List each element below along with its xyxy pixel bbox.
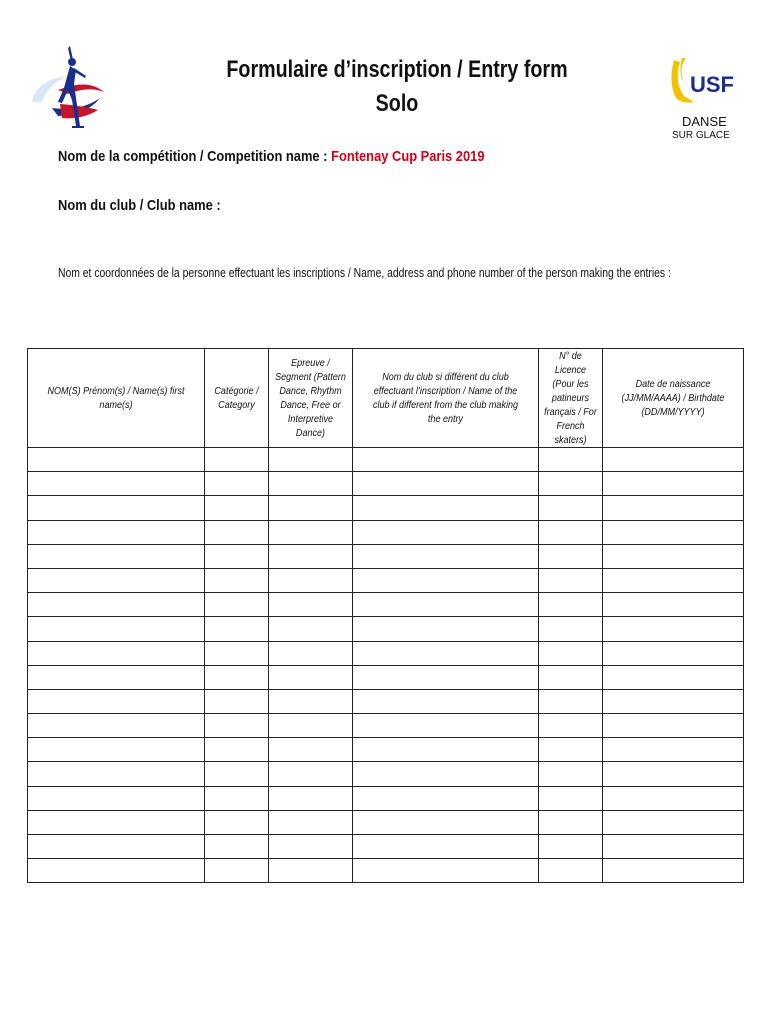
birthdate-cell[interactable] — [603, 859, 744, 883]
name-cell[interactable] — [28, 762, 205, 786]
birthdate-cell[interactable] — [603, 617, 744, 641]
club-cell[interactable] — [353, 641, 539, 665]
table-row — [28, 496, 744, 520]
club-cell[interactable] — [353, 835, 539, 859]
birthdate-cell[interactable] — [603, 762, 744, 786]
birthdate-cell[interactable] — [603, 835, 744, 859]
table-row — [28, 593, 744, 617]
segment-cell[interactable] — [269, 859, 353, 883]
category-cell[interactable] — [205, 472, 269, 496]
name-cell[interactable] — [28, 520, 205, 544]
birthdate-cell[interactable] — [603, 810, 744, 834]
licence-cell[interactable] — [539, 810, 603, 834]
category-cell[interactable] — [205, 689, 269, 713]
licence-cell[interactable] — [539, 859, 603, 883]
licence-cell[interactable] — [539, 786, 603, 810]
name-cell[interactable] — [28, 859, 205, 883]
name-cell[interactable] — [28, 738, 205, 762]
name-cell[interactable] — [28, 617, 205, 641]
table-row — [28, 714, 744, 738]
entry-table — [27, 348, 744, 883]
licence-cell[interactable] — [539, 714, 603, 738]
skater-logo — [28, 40, 108, 135]
segment-cell[interactable] — [269, 738, 353, 762]
category-cell[interactable] — [205, 665, 269, 689]
table-row — [28, 689, 744, 713]
name-cell[interactable] — [28, 496, 205, 520]
svg-text:SUR GLACE: SUR GLACE — [672, 130, 730, 141]
licence-cell[interactable] — [539, 665, 603, 689]
name-cell[interactable] — [28, 689, 205, 713]
category-cell[interactable] — [205, 593, 269, 617]
segment-cell[interactable] — [269, 520, 353, 544]
table-row — [28, 859, 744, 883]
header-licence: N° de Licence (Pour les patineurs français / For French skaters) — [539, 349, 603, 448]
name-cell[interactable] — [28, 810, 205, 834]
category-cell[interactable] — [205, 520, 269, 544]
category-cell[interactable] — [205, 786, 269, 810]
svg-text:USF: USF — [690, 72, 734, 97]
competition-name-value: Fontenay Cup Paris 2019 — [331, 148, 485, 165]
birthdate-cell[interactable] — [603, 568, 744, 592]
club-cell[interactable] — [353, 568, 539, 592]
header-segment: Epreuve / Segment (Pattern Dance, Rhythm Dance, Free or Interpretive Dance) — [269, 349, 353, 448]
segment-cell[interactable] — [269, 665, 353, 689]
club-cell[interactable] — [353, 714, 539, 738]
birthdate-cell[interactable] — [603, 496, 744, 520]
name-cell[interactable] — [28, 593, 205, 617]
category-cell[interactable] — [205, 738, 269, 762]
table-row — [28, 810, 744, 834]
licence-cell[interactable] — [539, 689, 603, 713]
svg-text:DANSE: DANSE — [682, 114, 727, 129]
licence-cell[interactable] — [539, 520, 603, 544]
competition-name-label: Nom de la compétition / Competition name : — [58, 148, 332, 165]
segment-cell[interactable] — [269, 810, 353, 834]
licence-cell[interactable] — [539, 593, 603, 617]
category-cell[interactable] — [205, 496, 269, 520]
person-contact-label: Nom et coordonnées de la personne effectuant les inscriptions / Name, address and phone number of the person making the entries : — [58, 266, 671, 280]
segment-cell[interactable] — [269, 472, 353, 496]
category-cell[interactable] — [205, 762, 269, 786]
segment-cell[interactable] — [269, 544, 353, 568]
name-cell[interactable] — [28, 665, 205, 689]
segment-cell[interactable] — [269, 593, 353, 617]
category-cell[interactable] — [205, 641, 269, 665]
table-row — [28, 448, 744, 472]
birthdate-cell[interactable] — [603, 593, 744, 617]
segment-cell[interactable] — [269, 762, 353, 786]
table-row — [28, 544, 744, 568]
segment-cell[interactable] — [269, 448, 353, 472]
birthdate-cell[interactable] — [603, 738, 744, 762]
table-row — [28, 641, 744, 665]
name-cell[interactable] — [28, 544, 205, 568]
birthdate-cell[interactable] — [603, 665, 744, 689]
form-subtitle: Solo — [375, 90, 419, 117]
segment-cell[interactable] — [269, 835, 353, 859]
club-cell[interactable] — [353, 448, 539, 472]
licence-cell[interactable] — [539, 641, 603, 665]
entry-table-body — [28, 448, 744, 883]
licence-cell[interactable] — [539, 617, 603, 641]
birthdate-cell[interactable] — [603, 544, 744, 568]
segment-cell[interactable] — [269, 568, 353, 592]
club-cell[interactable] — [353, 617, 539, 641]
club-cell[interactable] — [353, 665, 539, 689]
segment-cell[interactable] — [269, 496, 353, 520]
club-cell[interactable] — [353, 689, 539, 713]
table-row — [28, 762, 744, 786]
club-cell[interactable] — [353, 859, 539, 883]
name-cell[interactable] — [28, 641, 205, 665]
licence-cell[interactable] — [539, 448, 603, 472]
table-row — [28, 472, 744, 496]
segment-cell[interactable] — [269, 689, 353, 713]
category-cell[interactable] — [205, 835, 269, 859]
licence-cell[interactable] — [539, 568, 603, 592]
name-cell[interactable] — [28, 714, 205, 738]
birthdate-cell[interactable] — [603, 714, 744, 738]
club-cell[interactable] — [353, 593, 539, 617]
table-row — [28, 665, 744, 689]
header-club: Nom du club si différent du club effectuant l’inscription / Name of the club if different from the club making the entry — [353, 349, 539, 448]
segment-cell[interactable] — [269, 617, 353, 641]
table-row — [28, 568, 744, 592]
name-cell[interactable] — [28, 448, 205, 472]
header-birthdate: Date de naissance (JJ/MM/AAAA) / Birthdate (DD/MM/YYYY) — [603, 349, 744, 448]
club-cell[interactable] — [353, 520, 539, 544]
category-cell[interactable] — [205, 617, 269, 641]
licence-cell[interactable] — [539, 472, 603, 496]
segment-cell[interactable] — [269, 714, 353, 738]
club-cell[interactable] — [353, 762, 539, 786]
birthdate-cell[interactable] — [603, 689, 744, 713]
licence-cell[interactable] — [539, 835, 603, 859]
category-cell[interactable] — [205, 714, 269, 738]
licence-cell[interactable] — [539, 496, 603, 520]
club-cell[interactable] — [353, 738, 539, 762]
club-cell[interactable] — [353, 544, 539, 568]
birthdate-cell[interactable] — [603, 472, 744, 496]
table-row — [28, 738, 744, 762]
birthdate-cell[interactable] — [603, 786, 744, 810]
table-row — [28, 835, 744, 859]
club-cell[interactable] — [353, 810, 539, 834]
licence-cell[interactable] — [539, 544, 603, 568]
header-names: NOM(S) Prénom(s) / Name(s) first name(s) — [28, 349, 205, 448]
club-cell[interactable] — [353, 472, 539, 496]
licence-cell[interactable] — [539, 738, 603, 762]
category-cell[interactable] — [205, 810, 269, 834]
category-cell[interactable] — [205, 859, 269, 883]
table-row — [28, 786, 744, 810]
birthdate-cell[interactable] — [603, 448, 744, 472]
club-cell[interactable] — [353, 786, 539, 810]
table-row — [28, 617, 744, 641]
table-header-row — [28, 349, 744, 448]
category-cell[interactable] — [205, 568, 269, 592]
header-category: Catégorie / Category — [205, 349, 269, 448]
birthdate-cell[interactable] — [603, 641, 744, 665]
form-title: Formulaire d’inscription / Entry form — [226, 56, 568, 83]
category-cell[interactable] — [205, 448, 269, 472]
licence-cell[interactable] — [539, 762, 603, 786]
name-cell[interactable] — [28, 786, 205, 810]
name-cell[interactable] — [28, 568, 205, 592]
competition-name-line — [58, 148, 485, 165]
table-row — [28, 520, 744, 544]
segment-cell[interactable] — [269, 786, 353, 810]
segment-cell[interactable] — [269, 641, 353, 665]
birthdate-cell[interactable] — [603, 520, 744, 544]
category-cell[interactable] — [205, 544, 269, 568]
name-cell[interactable] — [28, 835, 205, 859]
club-name-label: Nom du club / Club name : — [58, 197, 221, 214]
club-cell[interactable] — [353, 496, 539, 520]
name-cell[interactable] — [28, 472, 205, 496]
